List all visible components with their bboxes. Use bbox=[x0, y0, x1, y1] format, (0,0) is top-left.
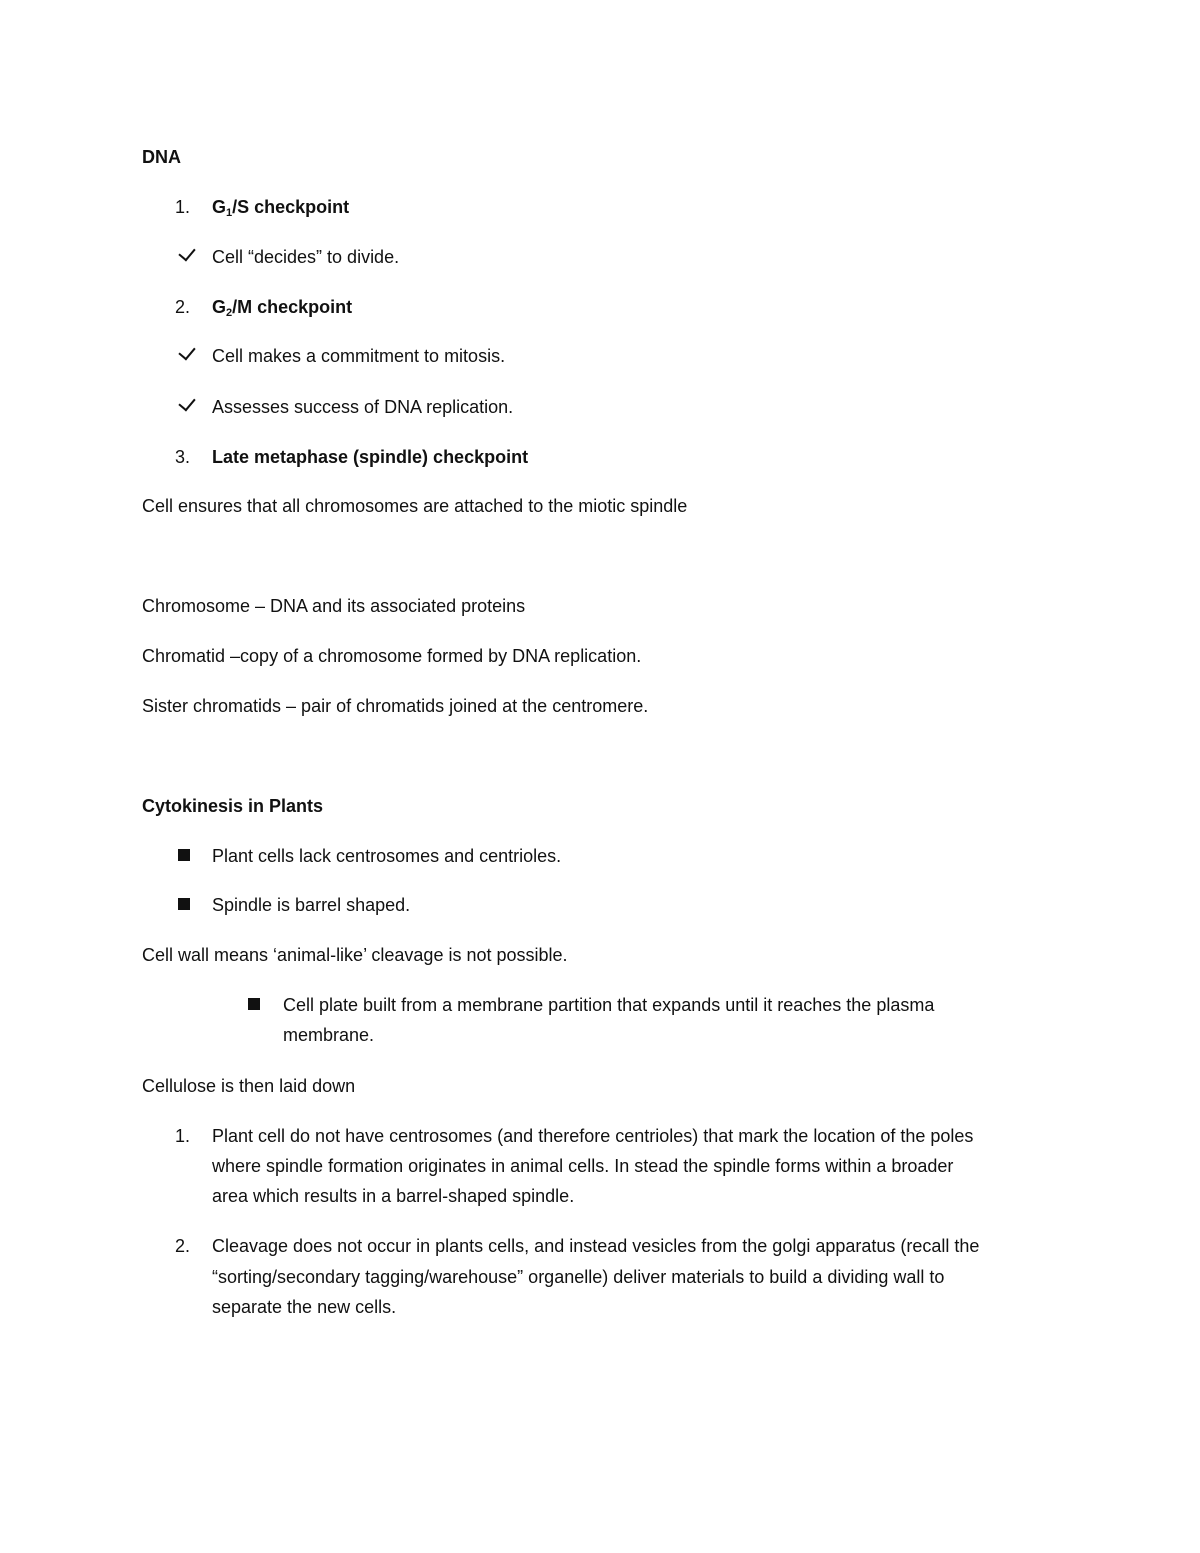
definition-chromosome: Chromosome – DNA and its associated proteins bbox=[142, 596, 526, 616]
numbered-item-line: Cleavage does not occur in plants cells, and instead vesicles from the golgi apparatus (recall the bbox=[212, 1236, 980, 1256]
definition-chromatid: Chromatid –copy of a chromosome formed by DNA replication. bbox=[142, 646, 642, 666]
checkmark-icon bbox=[178, 244, 195, 262]
list-number: 3. bbox=[175, 447, 191, 467]
numbered-item-line: “sorting/secondary tagging/warehouse” organelle) deliver materials to build a dividing wall to bbox=[212, 1267, 945, 1287]
checkpoint-title-g1s: $G_1/S$ checkpoint bbox=[212, 197, 350, 219]
square-bullet-icon bbox=[178, 898, 190, 910]
paragraph: Cell ensures that all chromosomes are attached to the miotic spindle bbox=[142, 496, 688, 516]
checkpoint-point: Assesses success of DNA replication. bbox=[212, 397, 514, 417]
list-number: 2. bbox=[175, 1236, 191, 1256]
bullet-item: Plant cells lack centrosomes and centrioles. bbox=[212, 846, 562, 866]
list-number: 2. bbox=[175, 297, 191, 317]
checkpoint-point: Cell makes a commitment to mitosis. bbox=[212, 346, 506, 366]
paragraph: Cellulose is then laid down bbox=[142, 1076, 356, 1096]
square-bullet-icon bbox=[248, 998, 260, 1010]
section-heading-dna: DNA bbox=[142, 147, 181, 167]
bullet-item: Spindle is barrel shaped. bbox=[212, 895, 411, 915]
numbered-item-line: separate the new cells. bbox=[212, 1297, 397, 1317]
checkpoint-title-g2m: $G_2/M$ checkpoint bbox=[212, 297, 353, 319]
checkpoint-title-spindle: Late metaphase (spindle) checkpoint bbox=[212, 447, 529, 467]
list-number: 1. bbox=[175, 197, 191, 217]
paragraph: Cell wall means ‘animal-like’ cleavage is not possible. bbox=[142, 945, 568, 965]
numbered-item-line: Plant cell do not have centrosomes (and therefore centrioles) that mark the location of the poles bbox=[212, 1126, 974, 1146]
checkpoint-point: Cell “decides” to divide. bbox=[212, 247, 400, 267]
list-number: 1. bbox=[175, 1126, 191, 1146]
sub-bullet-line: membrane. bbox=[283, 1025, 375, 1045]
checkmark-icon bbox=[178, 394, 195, 412]
numbered-item-line: area which results in a barrel-shaped spindle. bbox=[212, 1186, 575, 1206]
sub-bullet-line: Cell plate built from a membrane partition that expands until it reaches the plasma bbox=[283, 995, 935, 1015]
numbered-item-line: where spindle formation originates in animal cells. In stead the spindle forms within a broader bbox=[212, 1156, 954, 1176]
definition-sister-chromatids: Sister chromatids – pair of chromatids joined at the centromere. bbox=[142, 696, 649, 716]
square-bullet-icon bbox=[178, 849, 190, 861]
section-heading-cytokinesis: Cytokinesis in Plants bbox=[142, 796, 324, 816]
checkmark-icon bbox=[178, 343, 195, 361]
